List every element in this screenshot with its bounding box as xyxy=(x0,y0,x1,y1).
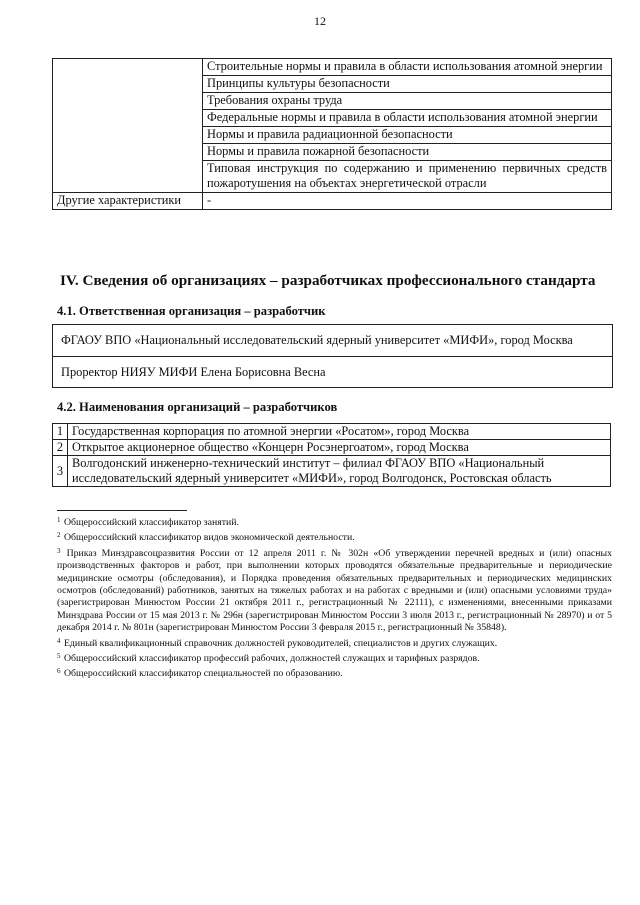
footnote-text: Общероссийский классификатор специальностей по образованию. xyxy=(63,668,343,680)
section-iv-title: IV. Сведения об организациях – разработчиках профессионального стандарта xyxy=(60,272,596,289)
responsible-organization-name: ФГАОУ ВПО «Национальный исследовательский ядерный университет «МИФИ», город Москва xyxy=(61,333,573,347)
footnote xyxy=(57,635,612,650)
footnotes xyxy=(57,514,612,681)
table-cell: Требования охраны труда xyxy=(203,93,612,110)
row-number: 3 xyxy=(53,456,68,487)
table-row xyxy=(53,440,611,456)
table-row xyxy=(53,424,611,440)
page-number: 12 xyxy=(314,14,326,28)
footnote-number: 4 xyxy=(57,636,61,645)
table-row xyxy=(53,193,612,210)
table-cell: Нормы и правила радиационной безопасности xyxy=(203,127,612,144)
footnote-number: 6 xyxy=(57,667,61,676)
organization-name: Открытое акционерное общество «Концерн Росэнергоатом», город Москва xyxy=(68,440,611,456)
organization-name: Государственная корпорация по атомной энергии «Росатом», город Москва xyxy=(68,424,611,440)
footnote-text: Общероссийский классификатор видов экономической деятельности. xyxy=(63,532,355,544)
responsible-organization-signatory: Проректор НИЯУ МИФИ Елена Борисовна Весна xyxy=(53,356,612,387)
footnote-number: 2 xyxy=(57,531,61,540)
subsection-4-1-title: 4.1. Ответственная организация – разработчик xyxy=(57,304,326,318)
subsection-4-2-title: 4.2. Наименования организаций – разработчиков xyxy=(57,400,338,414)
organization-name: Волгодонский инженерно-технический институт – филиал ФГАОУ ВПО «Национальный исследовательский ядерный университет «МИФИ», город Волгодонск, Ростовская область xyxy=(68,456,611,487)
footnote xyxy=(57,514,612,529)
table-cell: Принципы культуры безопасности xyxy=(203,76,612,93)
table-cell: Нормы и правила пожарной безопасности xyxy=(203,144,612,161)
requirements-table xyxy=(52,58,612,210)
table-cell: Типовая инструкция по содержанию и применению первичных средств пожаротушения на объектах энергетической отрасли xyxy=(203,161,612,193)
footnote-number: 3 xyxy=(57,546,61,555)
other-characteristics-label: Другие характеристики xyxy=(53,193,203,210)
table-cell: Федеральные нормы и правила в области использования атомной энергии xyxy=(203,110,612,127)
developer-organizations-table xyxy=(52,423,611,487)
table-cell: Строительные нормы и правила в области использования атомной энергии xyxy=(203,59,612,76)
footnote-number: 5 xyxy=(57,652,61,661)
footnote-text: Общероссийский классификатор занятий. xyxy=(63,517,239,528)
footnote xyxy=(57,529,612,544)
table-row xyxy=(53,59,612,76)
row-number: 2 xyxy=(53,440,68,456)
footnote-text: Приказ Минздравсоцразвития России от 12 апреля 2011 г. № 302н «Об утверждении перечней вредных и (или) опасных производственных факторов и работ, при выполнении которых проводятся обязательные предварительные и периодические медицинские осмотры (обследования), и Порядка проведения обязательных предварительных и периодических медицинских осмотров (обследований) работников, занятых на тяжелых работах и на работах с вредными и (или) опасными условиями труда» (зарегистрирован Минюстом России 21 октября 2011 г., регистрационный № 22111), с изменениями, внесенными приказами Минздрава России от 15 мая 2013 г. № 296н (зарегистрирован Минюстом России 3 июля 2013 г., регистрационный № 28970) и от 5 декабря 2014 г. № 801н (зарегистрирован Минюстом России 3 февраля 2015 г., регистрационный № 35848). xyxy=(57,547,612,634)
footnote-text: Единый квалификационный справочник должностей руководителей, специалистов и других служащих. xyxy=(63,637,498,649)
table-row xyxy=(53,456,611,487)
footnote xyxy=(57,665,612,680)
row-number: 1 xyxy=(53,424,68,440)
footnote xyxy=(57,545,612,635)
other-characteristics-value: - xyxy=(203,193,612,210)
footnote-separator xyxy=(57,510,187,511)
footnote xyxy=(57,650,612,665)
footnote-text: Общероссийский классификатор профессий рабочих, должностей служащих и тарифных разрядов. xyxy=(63,653,480,665)
empty-cell xyxy=(53,59,203,193)
footnote-number: 1 xyxy=(57,516,61,524)
responsible-organization-box xyxy=(52,324,613,388)
